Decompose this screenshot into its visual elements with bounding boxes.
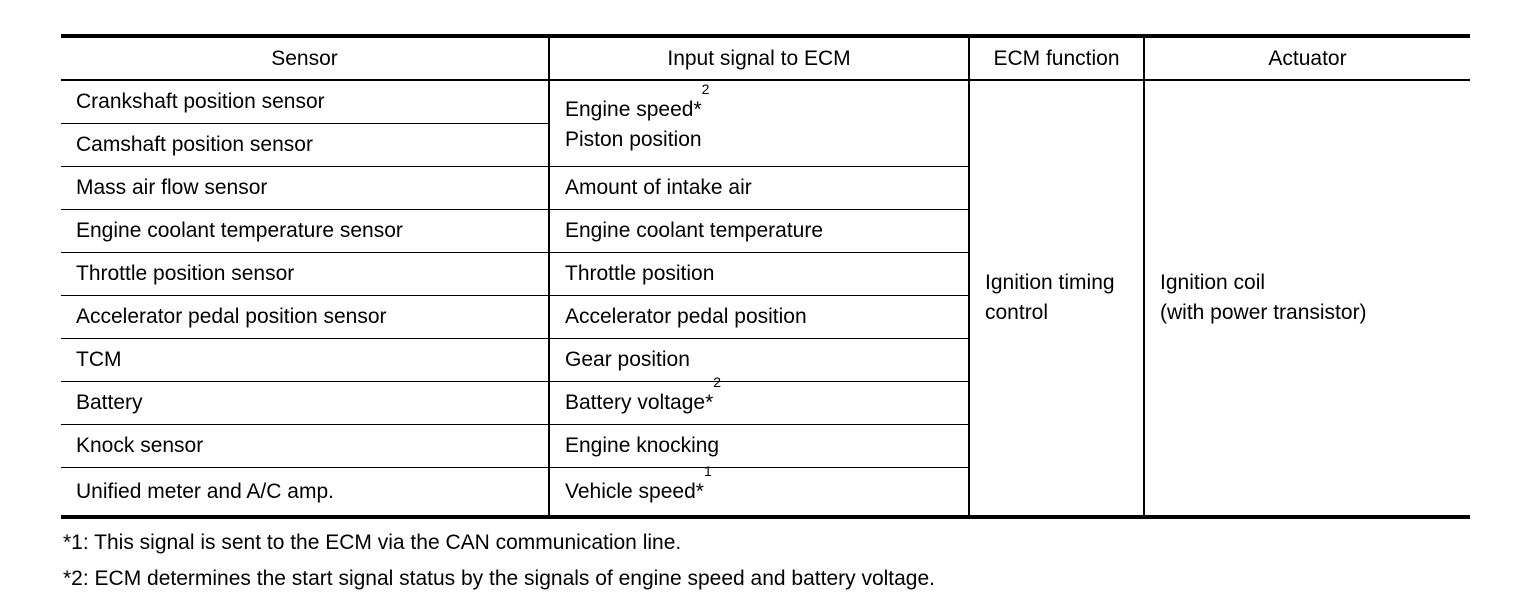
signal-cell: Vehicle speed*$^1$ bbox=[549, 468, 969, 518]
ecm-function-line2: control bbox=[985, 301, 1049, 324]
signal-cell: Engine coolant temperature bbox=[549, 210, 969, 253]
signal-cell-merged bbox=[549, 80, 969, 167]
sensor-cell: Accelerator pedal position sensor bbox=[61, 296, 549, 339]
signal-cell: Battery voltage*$^2$ bbox=[549, 382, 969, 425]
sensor-cell: Mass air flow sensor bbox=[61, 167, 549, 210]
table-row bbox=[61, 80, 1470, 124]
signal-cell: Accelerator pedal position bbox=[549, 296, 969, 339]
sensor-cell: Crankshaft position sensor bbox=[61, 80, 549, 124]
sensor-cell: Battery bbox=[61, 382, 549, 425]
actuator-line1: Ignition coil bbox=[1160, 271, 1266, 294]
header-ecm-function: ECM function bbox=[969, 36, 1144, 80]
actuator-cell bbox=[1144, 80, 1470, 517]
footnote-1: *1: This signal is sent to the ECM via the CAN communication line. bbox=[63, 531, 682, 554]
signal-cell: Amount of intake air bbox=[549, 167, 969, 210]
actuator-line2: (with power transistor) bbox=[1160, 301, 1367, 324]
ecm-function-cell bbox=[969, 80, 1144, 517]
sensor-cell: Unified meter and A/C amp. bbox=[76, 479, 334, 503]
sensor-cell: TCM bbox=[61, 339, 549, 382]
sensor-signal-table bbox=[61, 34, 1470, 519]
header-sensor: Sensor bbox=[61, 36, 549, 80]
header-row bbox=[61, 36, 1470, 80]
sensor-cell: Knock sensor bbox=[61, 425, 549, 468]
sensor-cell: Camshaft position sensor bbox=[61, 124, 549, 167]
sensor-cell: Engine coolant temperature sensor bbox=[61, 210, 549, 253]
footnote-2: *2: ECM determines the start signal status by the signals of engine speed and battery voltage. bbox=[63, 567, 936, 590]
header-input-signal: Input signal to ECM bbox=[549, 36, 969, 80]
header-actuator: Actuator bbox=[1144, 36, 1470, 80]
signal-cell: Gear position bbox=[549, 339, 969, 382]
sensor-cell: Throttle position sensor bbox=[61, 253, 549, 296]
ecm-function-line1: Ignition timing bbox=[985, 271, 1115, 294]
signal-cell: Engine knocking bbox=[549, 425, 969, 468]
signal-cell: Throttle position bbox=[549, 253, 969, 296]
signal-engine-speed: Engine speed*$^2$ bbox=[565, 80, 710, 121]
signal-piston-position: Piston position bbox=[565, 127, 702, 151]
